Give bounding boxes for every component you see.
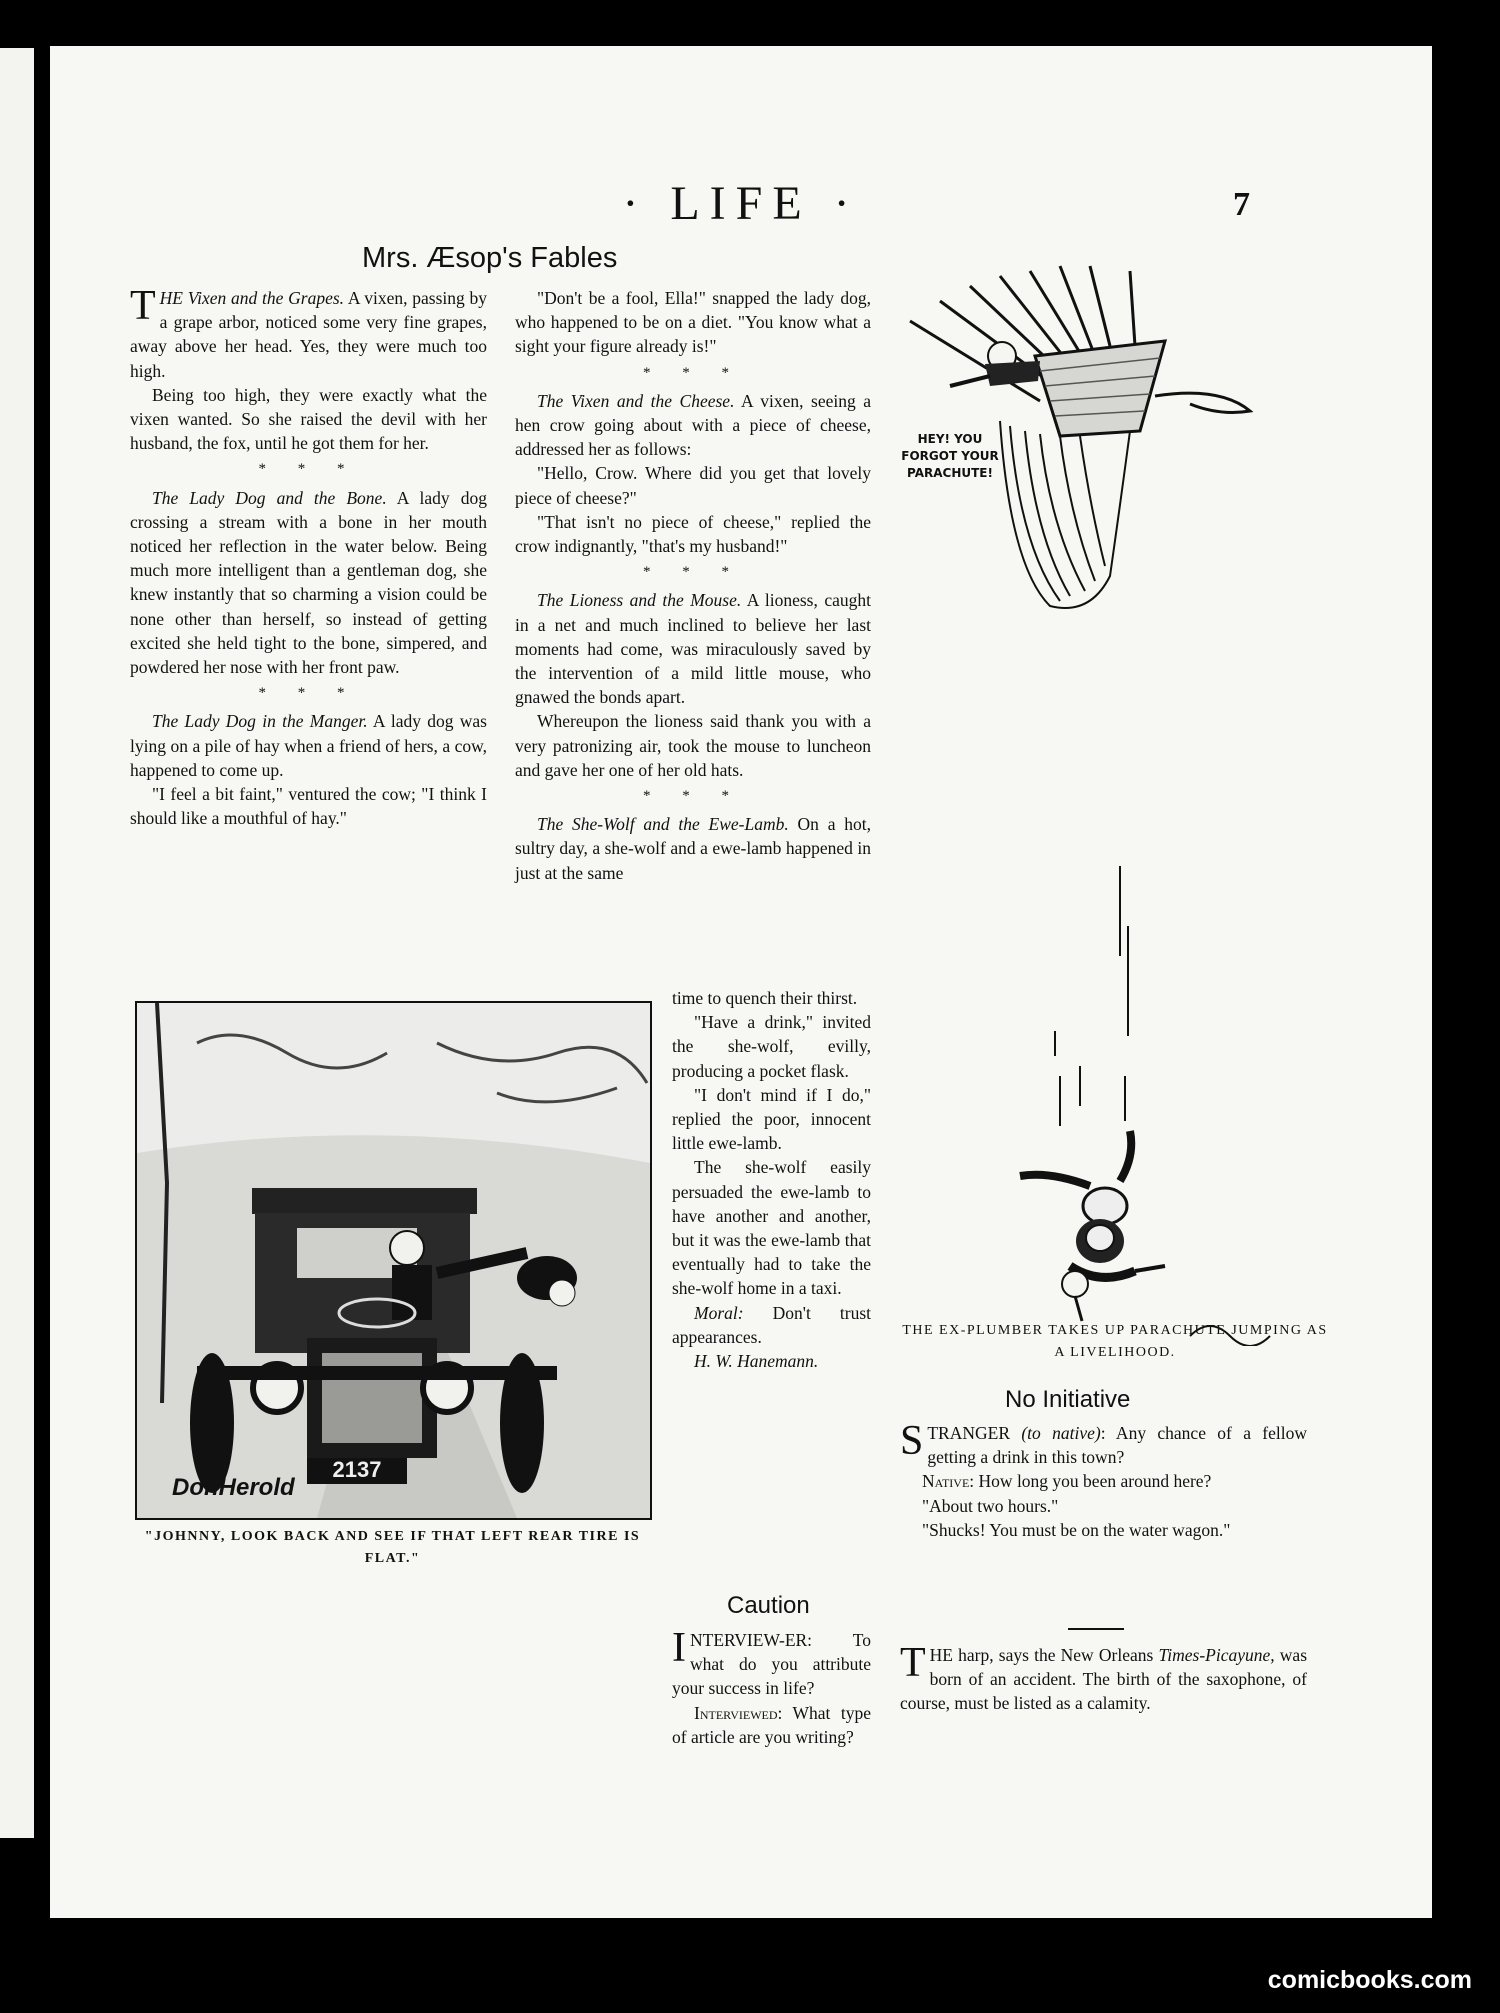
interviewer-label: NTERVIEW-ER: [690, 1630, 813, 1650]
stranger-line [900, 1418, 1308, 1469]
interviewed-label: Interviewed: [694, 1702, 783, 1723]
fable-title: The She-Wolf and the Ewe-Lamb. [537, 814, 789, 835]
fable-text: The she-wolf easily persuaded the ewe-lamb to have another and another, but it was the ewe-lamb that eventually had to take the she-wolf home in a taxi. [672, 1157, 871, 1299]
fable-title: The Lioness and the Mouse. [537, 590, 742, 611]
article-text: HE harp, says the New Orleans [929, 1645, 1159, 1665]
drop-cap: T [900, 1640, 926, 1686]
native-label: Native: [922, 1471, 975, 1492]
harp-item [900, 1640, 1308, 1716]
separator-stars: * * * [643, 564, 743, 581]
stranger-label: TRANGER [927, 1423, 1010, 1443]
balloon-speech: HEY! YOU FORGOT YOUR PARACHUTE! [901, 432, 999, 480]
fables-column-2 [515, 286, 871, 885]
newspaper-name: Times-Picayune, [1158, 1645, 1275, 1665]
fable-vixen-grapes [130, 283, 487, 383]
car-cartoon-caption: "JOHNNY, LOOK BACK AND SEE IF THAT LEFT REAR TIRE IS FLAT." [144, 1529, 641, 1566]
stage-direction: (to native) [1021, 1423, 1101, 1443]
fable-text: "That isn't no piece of cheese," replied the crow indignantly, "that's my husband!" [515, 511, 871, 557]
article-text: "About two hours." [922, 1495, 1059, 1516]
artist-signature: DonHerold [172, 1474, 295, 1501]
adjacent-page-edge [0, 48, 34, 1838]
moral-text: Don't trust appearances. [672, 1302, 871, 1347]
fable-text: "Hello, Crow. Where did you get that lovely piece of cheese?" [515, 463, 871, 508]
fable-text: "Have a drink," invited the she-wolf, evilly, producing a pocket flask. [672, 1012, 871, 1081]
fable-text: A vixen, passing by a grape arbor, noticed some very fine grapes, away above her head. Yes, they were much too high. [130, 288, 487, 381]
drop-cap: I [672, 1625, 686, 1671]
fable-text: A lady dog crossing a stream with a bone in her mouth noticed her reflection in the water below. Being much more intelligent than a gentleman dog, she knew instantly that so charming a vision could be none other than herself, so instead of getting excited she held tight to the bone, simpered, and powdered her nose with her front paw. [130, 487, 487, 678]
fables-title: Mrs. Æsop's Fables [362, 242, 618, 274]
magazine-page [50, 46, 1432, 1918]
fable-title: The Vixen and the Cheese. [537, 390, 735, 411]
caution-article [672, 1625, 871, 1749]
fable-moral [672, 1301, 871, 1349]
fable-vixen-cheese [515, 389, 871, 462]
fable-text: A lady dog was lying on a pile of hay when a friend of hers, a cow, happened to come up. [130, 711, 487, 780]
masthead: · LIFE · [622, 177, 860, 230]
license-plate: 2137 [332, 1457, 382, 1482]
caution-answer [672, 1701, 871, 1749]
plumber-cartoon-caption: THE EX-PLUMBER TAKES UP PARACHUTE JUMPING AS A LIVELIHOOD. [902, 1323, 1328, 1360]
fable-text: A lioness, caught in a net and much inclined to believe her last moments had come, was miraculously saved by the intervention of a mild little mouse, who gnawed the bonds apart. [515, 590, 871, 708]
drop-cap: S [900, 1418, 924, 1464]
caution-text: What type of article are you writing? [672, 1702, 871, 1747]
article-text: "Shucks! You must be on the water wagon." [922, 1519, 1231, 1540]
fable-author [672, 1349, 871, 1373]
separator-stars: * * * [258, 461, 359, 478]
separator-stars: * * * [258, 685, 359, 702]
moral-label: Moral: [694, 1302, 744, 1323]
fable-text: "I feel a bit faint," ventured the cow; "I think I should like a mouthful of hay." [130, 784, 487, 829]
fable-text: A vixen, seeing a hen crow going about with a piece of cheese, addressed her as follows: [515, 390, 872, 460]
fable-text: Whereupon the lioness said thank you with a very patronizing air, took the mouse to luncheon and gave her one of her old hats. [515, 711, 871, 780]
no-initiative-title: No Initiative [1005, 1386, 1131, 1413]
caution-title: Caution [727, 1592, 810, 1619]
article-text: How long you been around here? [974, 1471, 1212, 1492]
fable-title: The Lady Dog and the Bone. [152, 487, 387, 508]
native-line [900, 1469, 1307, 1493]
fable-text: "Don't be a fool, Ella!" snapped the lady dog, who happened to be on a diet. "You know what a sight your figure already is!" [515, 288, 871, 357]
falling-man-illustration [950, 866, 1300, 1346]
caution-question [672, 1625, 871, 1701]
fable-lady-dog-manger [130, 709, 487, 782]
fable-title: The Lady Dog in the Manger. [152, 711, 368, 732]
caution-text: To what do you attribute your success in life? [672, 1630, 871, 1699]
no-initiative-article [900, 1418, 1308, 1542]
section-divider [1068, 1628, 1124, 1630]
fable-title: HE Vixen and the Grapes. [159, 288, 345, 308]
watermark: comicbooks.com [1267, 1966, 1472, 1994]
fable-text: Being too high, they were exactly what the vixen wanted. So she raised the devil with her husband, the fox, until he got them for her. [130, 384, 487, 454]
drop-cap: T [130, 283, 156, 329]
fables-column-2-narrow [672, 986, 871, 1373]
author-name: H. W. Hanemann. [694, 1351, 819, 1372]
separator-stars: * * * [643, 788, 743, 805]
fable-lioness-mouse [515, 588, 871, 709]
fable-text: "I don't mind if I do," replied the poor, innocent little ewe-lamb. [672, 1084, 871, 1154]
car-illustration [137, 1003, 650, 1518]
page-number: 7 [1233, 186, 1250, 223]
fable-text: On a hot, sultry day, a she-wolf and a ewe-lamb happened in just at the same [515, 814, 871, 883]
fable-shewolf [515, 812, 871, 885]
harp-text [900, 1640, 1308, 1716]
article-text: : Any chance of a fellow getting a drink in this town? [927, 1423, 1308, 1468]
separator-stars: * * * [643, 364, 743, 381]
fable-text: time to quench their thirst. [672, 988, 858, 1008]
fable-lady-dog-bone [130, 486, 487, 680]
car-cartoon [135, 1001, 652, 1520]
article-text: was born of an accident. The birth of the saxophone, of course, must be listed as a calamity. [900, 1645, 1308, 1714]
fables-column-1 [130, 283, 487, 830]
balloon-cartoon [890, 246, 1320, 636]
plumber-cartoon [950, 866, 1300, 1346]
